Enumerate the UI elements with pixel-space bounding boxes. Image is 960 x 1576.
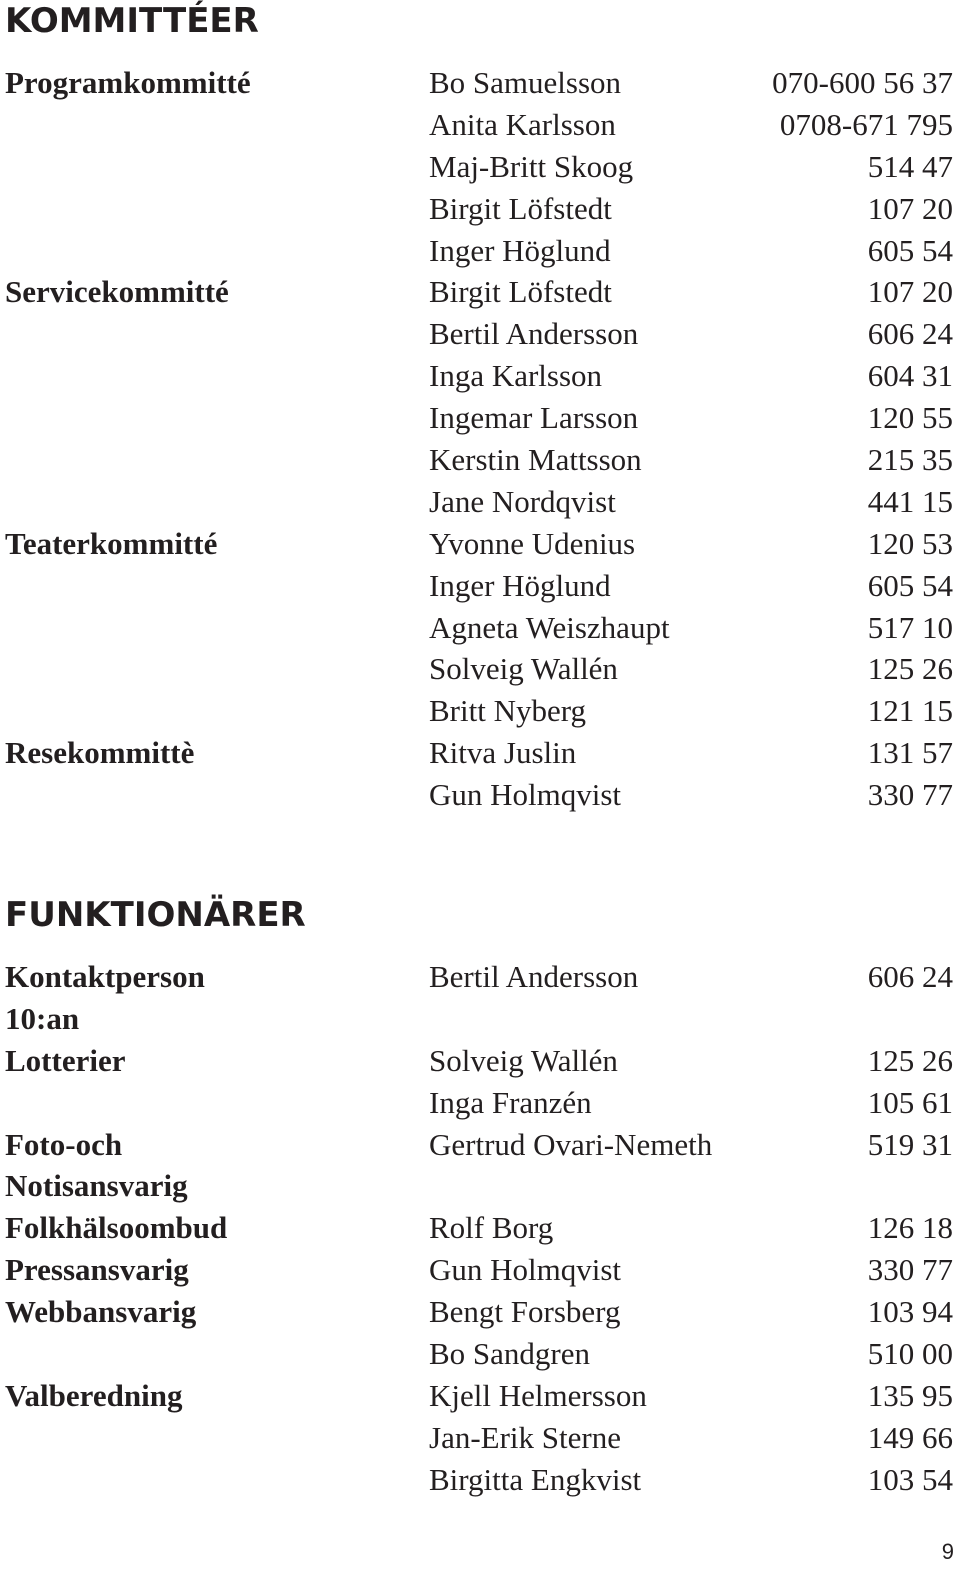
list-item (0, 397, 960, 439)
phone-number: 519 31 (867, 1126, 953, 1162)
list-item (0, 565, 960, 607)
list-item (0, 1082, 960, 1124)
person-name: Britt Nyberg (429, 693, 586, 729)
person-name: Rolf Borg (429, 1210, 554, 1246)
list-item (0, 998, 960, 1040)
list-item (0, 313, 960, 355)
phone-number: 107 20 (867, 190, 953, 226)
row-label: Lotterier (5, 1042, 126, 1078)
list-item (0, 104, 960, 146)
row-label: Resekommittè (5, 735, 195, 771)
person-name: Gertrud Ovari-Nemeth (429, 1126, 713, 1162)
list-item (0, 1459, 960, 1501)
person-name: Gun Holmqvist (429, 1252, 622, 1288)
person-name: Birgit Löfstedt (429, 190, 612, 226)
list-item (0, 690, 960, 732)
phone-number: 215 35 (867, 442, 953, 478)
person-name: Inger Höglund (429, 567, 611, 603)
phone-number: 605 54 (867, 232, 953, 268)
list-item (0, 607, 960, 649)
person-name: Bo Samuelsson (429, 65, 622, 100)
person-name: Agneta Weiszhaupt (429, 609, 670, 645)
list-item (0, 1291, 960, 1333)
row-label: Pressansvarig (5, 1252, 189, 1288)
committees-list (0, 62, 960, 816)
list-item (0, 523, 960, 565)
person-name: Solveig Wallén (429, 1042, 618, 1078)
phone-number: 120 55 (867, 400, 953, 436)
page-number: 9 (941, 1539, 954, 1564)
list-item (0, 1165, 960, 1207)
phone-number: 330 77 (867, 777, 953, 813)
person-name: Inga Karlsson (429, 358, 603, 394)
person-name: Yvonne Udenius (429, 525, 636, 561)
person-name: Bo Sandgren (429, 1336, 591, 1372)
person-name: Jan-Erik Sterne (429, 1419, 621, 1455)
phone-number: 120 53 (867, 525, 953, 561)
person-name: Ingemar Larsson (429, 400, 639, 436)
list-item (0, 732, 960, 774)
phone-number: 510 00 (867, 1336, 953, 1372)
phone-number: 0708-671 795 (779, 106, 953, 142)
officials-heading: FUNKTIONÄRER (5, 895, 306, 935)
person-name: Inger Höglund (429, 232, 611, 268)
phone-number: 330 77 (867, 1252, 953, 1288)
list-item (0, 271, 960, 313)
person-name: Solveig Wallén (429, 651, 618, 687)
list-item (0, 1333, 960, 1375)
phone-number: 107 20 (867, 274, 953, 310)
phone-number: 125 26 (867, 651, 953, 687)
list-item (0, 62, 960, 104)
phone-number: 604 31 (867, 358, 953, 394)
person-name: Gun Holmqvist (429, 777, 622, 813)
list-item (0, 1417, 960, 1459)
committees-heading: KOMMITTÉER (5, 1, 259, 41)
row-label: Servicekommitté (5, 274, 229, 310)
row-label: Valberedning (5, 1377, 183, 1413)
phone-number: 126 18 (867, 1210, 953, 1246)
person-name: Inga Franzén (429, 1084, 592, 1120)
list-item (0, 1124, 960, 1166)
phone-number: 149 66 (867, 1419, 953, 1455)
person-name: Kjell Helmersson (429, 1377, 647, 1413)
phone-number: 441 15 (867, 483, 953, 519)
list-item (0, 956, 960, 998)
list-item (0, 774, 960, 816)
phone-number: 105 61 (867, 1084, 953, 1120)
person-name: Bertil Andersson (429, 316, 639, 352)
list-item (0, 481, 960, 523)
phone-number: 606 24 (867, 316, 953, 352)
person-name: Ritva Juslin (429, 735, 577, 771)
row-label: Webbansvarig (5, 1294, 197, 1330)
phone-number: 135 95 (867, 1377, 953, 1413)
row-label: Teaterkommitté (5, 525, 218, 561)
row-label: Kontaktperson (5, 959, 205, 994)
person-name: Bengt Forsberg (429, 1294, 621, 1330)
row-label: Notisansvarig (5, 1168, 188, 1204)
list-item (0, 1375, 960, 1417)
row-label: Foto-och (5, 1126, 123, 1162)
list-item (0, 1207, 960, 1249)
person-name: Birgit Löfstedt (429, 274, 612, 310)
row-label: 10:an (5, 1000, 80, 1036)
list-item (0, 146, 960, 188)
person-name: Maj-Britt Skoog (429, 148, 634, 184)
person-name: Bertil Andersson (429, 959, 639, 994)
phone-number: 125 26 (867, 1042, 953, 1078)
list-item (0, 188, 960, 230)
phone-number: 606 24 (867, 959, 953, 994)
phone-number: 605 54 (867, 567, 953, 603)
list-item (0, 1249, 960, 1291)
row-label: Folkhälsoombud (5, 1210, 228, 1246)
person-name: Anita Karlsson (429, 106, 616, 142)
phone-number: 514 47 (867, 148, 953, 184)
list-item (0, 439, 960, 481)
officials-list (0, 956, 960, 1501)
list-item (0, 355, 960, 397)
list-item (0, 648, 960, 690)
list-item (0, 1040, 960, 1082)
phone-number: 103 94 (867, 1294, 953, 1330)
phone-number: 070-600 56 37 (772, 65, 953, 100)
phone-number: 131 57 (867, 735, 953, 771)
person-name: Birgitta Engkvist (429, 1461, 642, 1497)
phone-number: 121 15 (867, 693, 953, 729)
phone-number: 103 54 (867, 1461, 953, 1497)
person-name: Jane Nordqvist (429, 483, 616, 519)
person-name: Kerstin Mattsson (429, 442, 642, 478)
row-label: Programkommitté (5, 65, 251, 100)
phone-number: 517 10 (867, 609, 953, 645)
list-item (0, 230, 960, 272)
